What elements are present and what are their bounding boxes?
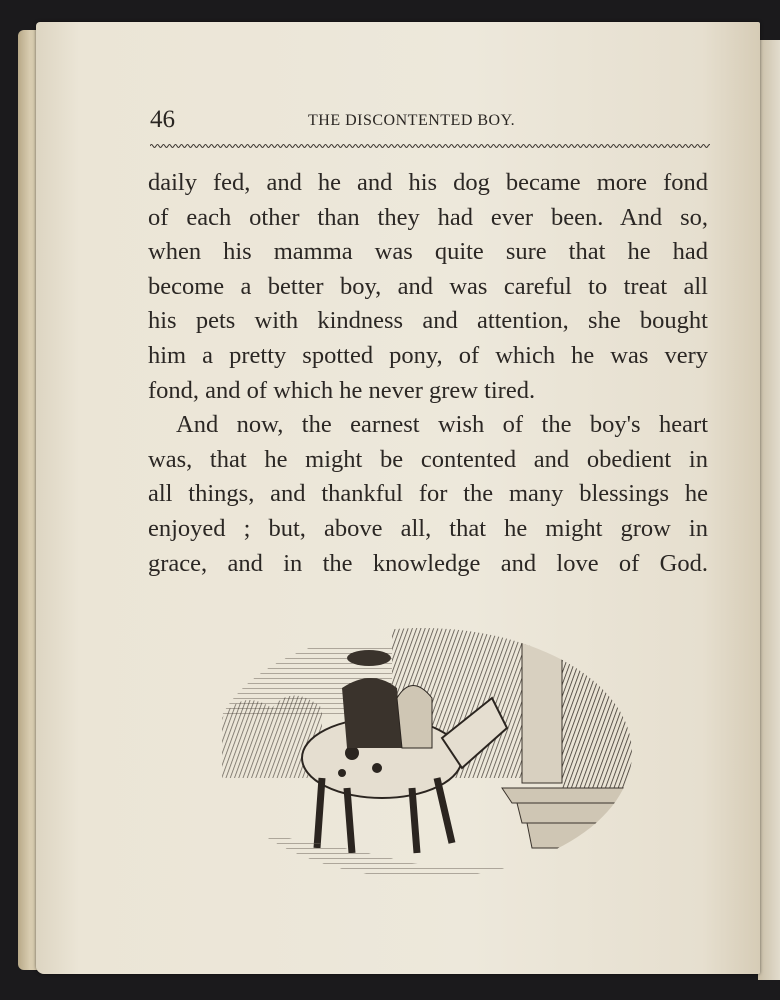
engraving-illustration <box>212 628 632 886</box>
text-line: fond, and of which he never grew tired. <box>148 376 536 404</box>
page-number: 46 <box>150 106 175 133</box>
text-line: enjoyed ; but, above all, that he might grow in <box>148 514 708 542</box>
text-line: And now, the earnest wish of the boy's heart <box>176 411 708 439</box>
text-line: grace, and in the knowledge and love of God. <box>148 549 708 577</box>
text-line: daily fed, and he and his dog became more fond <box>148 169 708 196</box>
wavy-rule <box>150 142 710 150</box>
text-line: all things, and thankful for the many blessings he <box>148 480 708 508</box>
text-line: was, that he might be contented and obedient in <box>148 445 708 473</box>
text-line: become a better boy, and was careful to treat all <box>148 272 708 300</box>
text-line: him a pretty spotted pony, of which he was very <box>148 341 708 369</box>
text-line: when his mamma was quite sure that he had <box>148 238 708 266</box>
portico <box>562 638 632 788</box>
column <box>522 633 562 783</box>
page-header <box>150 106 710 136</box>
boy <box>397 686 432 749</box>
facing-page-edge <box>758 40 780 980</box>
running-title: THE DISCONTENTED BOY. <box>308 112 516 129</box>
steps <box>502 788 632 848</box>
text-line: of each other than they had ever been. And so, <box>148 203 708 231</box>
body-text <box>148 166 708 581</box>
rider <box>342 678 402 748</box>
text-line: his pets with kindness and attention, she bought <box>148 307 708 335</box>
